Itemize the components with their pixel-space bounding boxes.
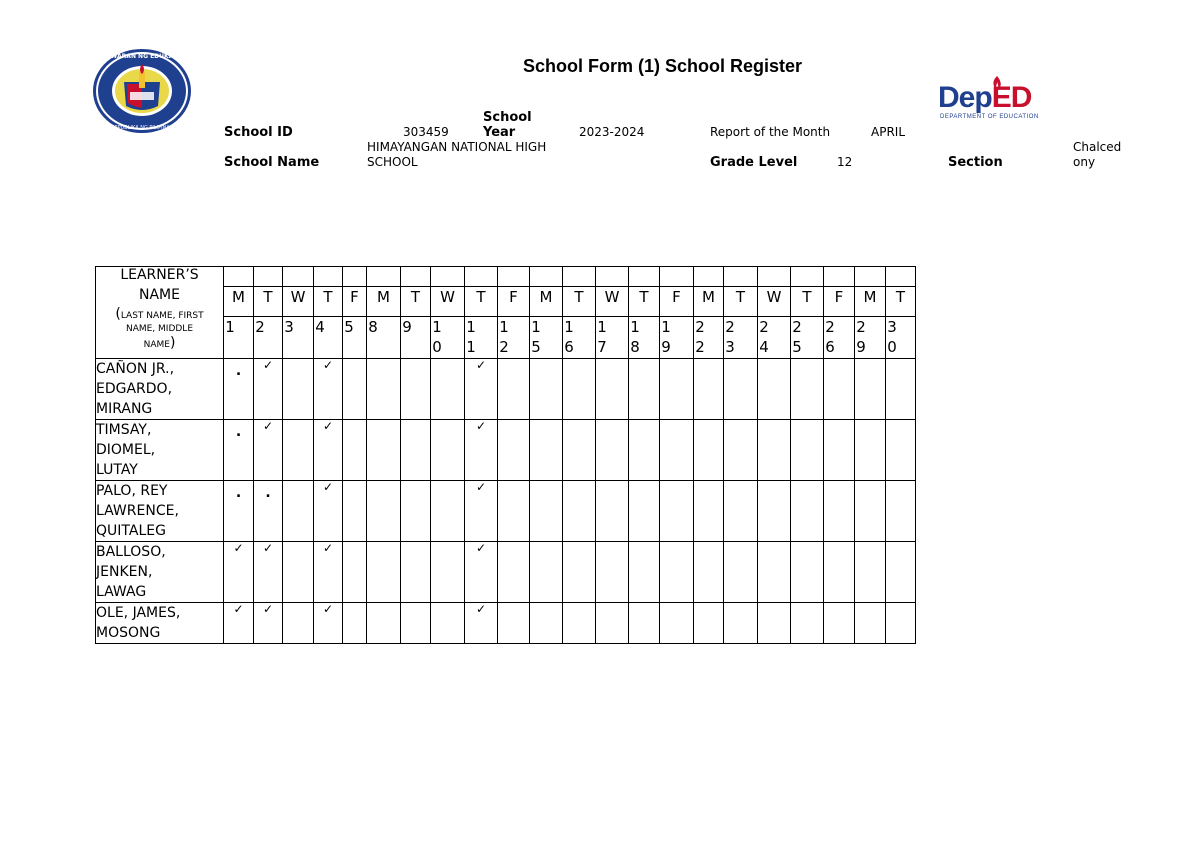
- attendance-cell[interactable]: [224, 603, 254, 644]
- attendance-cell[interactable]: [465, 481, 498, 542]
- date-header: 9: [401, 317, 431, 359]
- check-mark-icon: ✓: [475, 602, 487, 616]
- blank-header-cell: [724, 267, 758, 287]
- day-header: F: [660, 287, 694, 317]
- blank-header-cell: [283, 267, 314, 287]
- attendance-cell[interactable]: [254, 359, 283, 420]
- blank-header-cell: [465, 267, 498, 287]
- date-header: 12: [498, 317, 530, 359]
- attendance-cell[interactable]: [367, 603, 401, 644]
- learner-name: BALLOSO, JENKEN, LAWAG: [96, 542, 224, 603]
- attendance-cell[interactable]: [498, 603, 530, 644]
- attendance-cell[interactable]: [596, 420, 629, 481]
- attendance-cell[interactable]: [465, 603, 498, 644]
- attendance-cell[interactable]: [465, 542, 498, 603]
- table-row: [96, 420, 916, 481]
- blank-header-cell: [886, 267, 916, 287]
- check-mark-icon: ✓: [322, 419, 334, 433]
- attendance-cell[interactable]: [401, 603, 431, 644]
- deped-seal-logo: [92, 48, 192, 134]
- attendance-cell[interactable]: [530, 481, 563, 542]
- attendance-cell[interactable]: [401, 420, 431, 481]
- attendance-cell[interactable]: [314, 420, 343, 481]
- attendance-cell[interactable]: [367, 420, 401, 481]
- day-header: F: [343, 287, 367, 317]
- date-header: 4: [314, 317, 343, 359]
- blank-header-cell: [498, 267, 530, 287]
- day-header: T: [886, 287, 916, 317]
- table-header-row: [96, 267, 916, 287]
- attendance-cell[interactable]: [724, 542, 758, 603]
- attendance-cell[interactable]: [855, 359, 886, 420]
- attendance-cell[interactable]: [855, 420, 886, 481]
- attendance-cell[interactable]: [401, 359, 431, 420]
- attendance-cell[interactable]: [254, 420, 283, 481]
- attendance-cell[interactable]: [283, 420, 314, 481]
- attendance-cell[interactable]: [563, 542, 596, 603]
- date-header: 17: [596, 317, 629, 359]
- school-name-value-line1: HIMAYANGAN NATIONAL HIGH: [367, 140, 547, 154]
- day-header: W: [758, 287, 791, 317]
- day-header: M: [530, 287, 563, 317]
- attendance-cell[interactable]: [886, 481, 916, 542]
- check-mark-icon: ✓: [262, 602, 274, 616]
- attendance-cell[interactable]: [224, 542, 254, 603]
- attendance-cell[interactable]: [431, 542, 465, 603]
- deped-wordmark: DepED: [938, 81, 1032, 114]
- deped-subtitle: DEPARTMENT OF EDUCATION: [940, 114, 1039, 120]
- grade-level-label: Grade Level: [710, 155, 798, 170]
- attendance-cell[interactable]: [530, 603, 563, 644]
- report-month-value: APRIL: [871, 125, 906, 139]
- attendance-cell[interactable]: [431, 603, 465, 644]
- attendance-cell[interactable]: [791, 359, 824, 420]
- attendance-cell[interactable]: [563, 603, 596, 644]
- attendance-cell[interactable]: [758, 481, 791, 542]
- table-row: [96, 481, 916, 542]
- grade-level-value: 12: [837, 155, 853, 169]
- check-mark-icon: ✓: [262, 358, 274, 372]
- blank-header-cell: [694, 267, 724, 287]
- attendance-cell[interactable]: [283, 542, 314, 603]
- attendance-cell[interactable]: [758, 359, 791, 420]
- attendance-cell[interactable]: [694, 542, 724, 603]
- check-mark-icon: ✓: [475, 541, 487, 555]
- attendance-cell[interactable]: [563, 481, 596, 542]
- learner-name: PALO, REY LAWRENCE, QUITALEG: [96, 481, 224, 542]
- attendance-cell[interactable]: [886, 420, 916, 481]
- school-year-label-line1: School: [483, 110, 532, 125]
- dot-mark: .: [265, 485, 271, 501]
- check-mark-icon: ✓: [322, 480, 334, 494]
- day-header: M: [224, 287, 254, 317]
- check-mark-icon: ✓: [233, 541, 244, 555]
- day-header: M: [855, 287, 886, 317]
- attendance-cell[interactable]: [824, 420, 855, 481]
- attendance-cell[interactable]: [724, 603, 758, 644]
- attendance-cell[interactable]: [629, 420, 660, 481]
- attendance-cell[interactable]: [530, 420, 563, 481]
- attendance-cell[interactable]: [855, 542, 886, 603]
- svg-text:REPUBLIKA NG PILIPINAS: REPUBLIKA NG PILIPINAS: [111, 125, 173, 131]
- attendance-cell[interactable]: [629, 481, 660, 542]
- section-label: Section: [948, 155, 1003, 170]
- attendance-cell[interactable]: [343, 420, 367, 481]
- attendance-cell[interactable]: [530, 542, 563, 603]
- form-title: School Form (1) School Register: [523, 56, 803, 76]
- attendance-cell[interactable]: [498, 542, 530, 603]
- dot-mark: .: [235, 424, 242, 440]
- attendance-cell[interactable]: [629, 359, 660, 420]
- date-header: 11: [465, 317, 498, 359]
- attendance-cell[interactable]: [660, 603, 694, 644]
- attendance-cell[interactable]: [791, 481, 824, 542]
- blank-header-cell: [563, 267, 596, 287]
- check-mark-icon: ✓: [262, 541, 274, 555]
- attendance-cell[interactable]: [758, 420, 791, 481]
- date-header: 1: [224, 317, 254, 359]
- dot-mark: .: [235, 485, 242, 501]
- attendance-cell[interactable]: [343, 359, 367, 420]
- attendance-cell[interactable]: [724, 481, 758, 542]
- attendance-cell[interactable]: [660, 542, 694, 603]
- attendance-cell[interactable]: [855, 603, 886, 644]
- blank-header-cell: [660, 267, 694, 287]
- check-mark-icon: ✓: [322, 602, 334, 616]
- day-header: W: [431, 287, 465, 317]
- attendance-cell[interactable]: [367, 542, 401, 603]
- day-header: T: [563, 287, 596, 317]
- day-header: T: [791, 287, 824, 317]
- day-header: W: [283, 287, 314, 317]
- school-name-value-line2: SCHOOL: [367, 155, 418, 169]
- section-value-line2: ony: [1073, 155, 1096, 169]
- blank-header-cell: [530, 267, 563, 287]
- attendance-cell[interactable]: [367, 359, 401, 420]
- blank-header-cell: [314, 267, 343, 287]
- attendance-cell[interactable]: [694, 481, 724, 542]
- attendance-cell[interactable]: [465, 359, 498, 420]
- attendance-cell[interactable]: [314, 359, 343, 420]
- blank-header-cell: [367, 267, 401, 287]
- dot-mark: .: [235, 363, 242, 379]
- date-header: 25: [791, 317, 824, 359]
- seal-text: KAGAWARAN NG EDUKASYON: [92, 53, 192, 60]
- attendance-cell[interactable]: [758, 542, 791, 603]
- blank-header-cell: [431, 267, 465, 287]
- blank-header-cell: [224, 267, 254, 287]
- attendance-cell[interactable]: [596, 481, 629, 542]
- day-header: F: [498, 287, 530, 317]
- date-header: 29: [855, 317, 886, 359]
- attendance-cell[interactable]: [465, 420, 498, 481]
- date-header: 23: [724, 317, 758, 359]
- report-month-label: Report of the Month: [710, 125, 831, 139]
- attendance-cell[interactable]: [254, 542, 283, 603]
- school-id-value: 303459: [403, 125, 449, 139]
- date-header: 16: [563, 317, 596, 359]
- attendance-cell[interactable]: [791, 420, 824, 481]
- check-mark-icon: ✓: [262, 419, 274, 433]
- check-mark-icon: ✓: [322, 541, 334, 555]
- date-header: 3: [283, 317, 314, 359]
- attendance-cell[interactable]: [660, 481, 694, 542]
- learner-name: CAÑON JR., EDGARDO, MIRANG: [96, 359, 224, 420]
- check-mark-icon: ✓: [475, 419, 487, 433]
- attendance-cell[interactable]: [629, 542, 660, 603]
- date-header: 2: [254, 317, 283, 359]
- date-header: 22: [694, 317, 724, 359]
- date-header: 18: [629, 317, 660, 359]
- date-header: 30: [886, 317, 916, 359]
- attendance-cell[interactable]: [314, 542, 343, 603]
- attendance-cell[interactable]: [431, 359, 465, 420]
- day-header: T: [629, 287, 660, 317]
- check-mark-icon: ✓: [475, 358, 487, 372]
- blank-header-cell: [596, 267, 629, 287]
- learner-name: TIMSAY, DIOMEL, LUTAY: [96, 420, 224, 481]
- day-header: T: [314, 287, 343, 317]
- attendance-cell[interactable]: [498, 359, 530, 420]
- attendance-cell[interactable]: [498, 420, 530, 481]
- attendance-cell[interactable]: [367, 481, 401, 542]
- table-row: [96, 603, 916, 644]
- attendance-cell[interactable]: [724, 359, 758, 420]
- learner-name: OLE, JAMES, MOSONG: [96, 603, 224, 644]
- attendance-cell[interactable]: [596, 359, 629, 420]
- attendance-cell[interactable]: [694, 420, 724, 481]
- attendance-cell[interactable]: [886, 542, 916, 603]
- attendance-cell[interactable]: [431, 481, 465, 542]
- blank-header-cell: [758, 267, 791, 287]
- blank-header-cell: [629, 267, 660, 287]
- school-id-label: School ID: [224, 125, 293, 140]
- attendance-cell[interactable]: [824, 359, 855, 420]
- attendance-cell[interactable]: [224, 481, 254, 542]
- date-header: 5: [343, 317, 367, 359]
- blank-header-cell: [343, 267, 367, 287]
- attendance-cell[interactable]: [224, 359, 254, 420]
- day-header: M: [694, 287, 724, 317]
- day-header: T: [254, 287, 283, 317]
- blank-header-cell: [254, 267, 283, 287]
- attendance-cell[interactable]: [694, 603, 724, 644]
- school-name-label: School Name: [224, 155, 320, 170]
- date-header: 10: [431, 317, 465, 359]
- attendance-cell[interactable]: [401, 481, 431, 542]
- attendance-cell[interactable]: [596, 603, 629, 644]
- attendance-cell[interactable]: [254, 603, 283, 644]
- check-mark-icon: ✓: [475, 480, 487, 494]
- attendance-cell[interactable]: [343, 603, 367, 644]
- learner-name-header: LEARNER’S NAME (LAST NAME, FIRST NAME, MIDDLE NAME): [96, 267, 224, 359]
- attendance-cell[interactable]: [855, 481, 886, 542]
- attendance-table: [95, 266, 916, 644]
- attendance-cell[interactable]: [629, 603, 660, 644]
- check-mark-icon: ✓: [322, 358, 334, 372]
- attendance-cell[interactable]: [758, 603, 791, 644]
- attendance-cell[interactable]: [563, 359, 596, 420]
- day-header: F: [824, 287, 855, 317]
- attendance-cell[interactable]: [343, 542, 367, 603]
- attendance-cell[interactable]: [431, 420, 465, 481]
- attendance-cell[interactable]: [283, 481, 314, 542]
- attendance-cell[interactable]: [401, 542, 431, 603]
- attendance-cell[interactable]: [498, 481, 530, 542]
- attendance-cell[interactable]: [886, 359, 916, 420]
- attendance-cell[interactable]: [283, 603, 314, 644]
- day-header: W: [596, 287, 629, 317]
- attendance-cell[interactable]: [314, 603, 343, 644]
- date-header: 8: [367, 317, 401, 359]
- attendance-cell[interactable]: [314, 481, 343, 542]
- attendance-cell[interactable]: [254, 481, 283, 542]
- attendance-cell[interactable]: [660, 420, 694, 481]
- table-row: [96, 542, 916, 603]
- blank-header-cell: [791, 267, 824, 287]
- attendance-cell[interactable]: [596, 542, 629, 603]
- attendance-cell[interactable]: [791, 603, 824, 644]
- attendance-cell[interactable]: [824, 542, 855, 603]
- attendance-cell[interactable]: [660, 359, 694, 420]
- date-header: 15: [530, 317, 563, 359]
- blank-header-cell: [401, 267, 431, 287]
- day-header: T: [465, 287, 498, 317]
- table-row: [96, 359, 916, 420]
- day-header: T: [401, 287, 431, 317]
- school-year-label-line2: Year: [483, 125, 516, 140]
- attendance-cell[interactable]: [724, 420, 758, 481]
- day-header: T: [724, 287, 758, 317]
- date-header: 19: [660, 317, 694, 359]
- attendance-cell[interactable]: [283, 359, 314, 420]
- school-year-value: 2023-2024: [579, 125, 645, 139]
- day-header: M: [367, 287, 401, 317]
- check-mark-icon: ✓: [233, 602, 244, 616]
- attendance-cell[interactable]: [563, 420, 596, 481]
- attendance-cell[interactable]: [886, 603, 916, 644]
- attendance-cell[interactable]: [824, 603, 855, 644]
- deped-logo: [938, 76, 1054, 124]
- attendance-cell[interactable]: [824, 481, 855, 542]
- attendance-cell[interactable]: [343, 481, 367, 542]
- date-header: 26: [824, 317, 855, 359]
- blank-header-cell: [824, 267, 855, 287]
- date-header: 24: [758, 317, 791, 359]
- attendance-cell[interactable]: [694, 359, 724, 420]
- attendance-cell[interactable]: [791, 542, 824, 603]
- attendance-cell[interactable]: [530, 359, 563, 420]
- attendance-cell[interactable]: [224, 420, 254, 481]
- blank-header-cell: [855, 267, 886, 287]
- section-value-line1: Chalced: [1073, 140, 1122, 154]
